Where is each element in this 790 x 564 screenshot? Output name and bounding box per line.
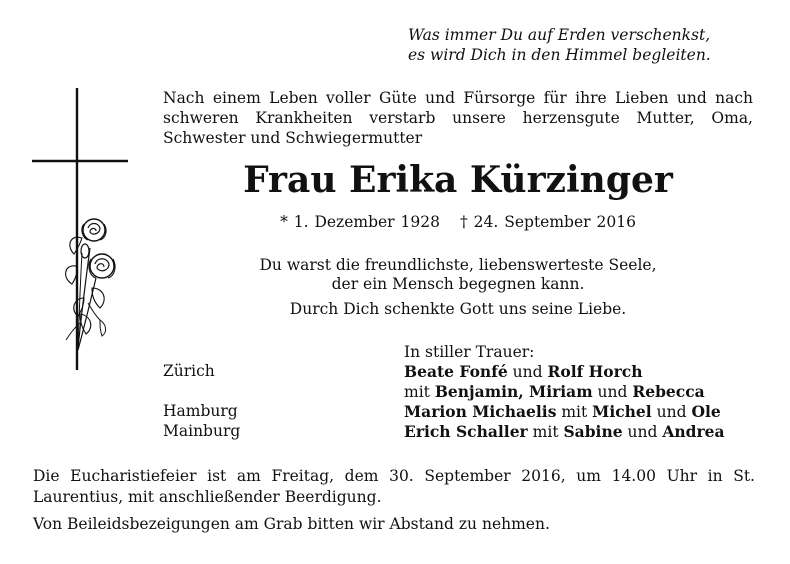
mourner-name: Marion Michaelis [404, 402, 557, 421]
footer-notice [33, 466, 755, 535]
mourner-place: Hamburg [163, 402, 238, 420]
birth-date: * 1. Dezember 1928 [280, 213, 440, 231]
mourner-connector: mit [556, 403, 593, 421]
verse-line-2: der ein Mensch begegnen kann. [331, 275, 585, 293]
mourner-name: Benjamin, Miriam [434, 382, 593, 401]
mourner-names [404, 382, 763, 402]
verse-line-3: Durch Dich schenkte Gott uns seine Liebe. [289, 300, 627, 318]
mourner-name: Rebecca [632, 382, 705, 401]
mourner-name: Erich Schaller [404, 422, 528, 441]
mourner-place [163, 382, 404, 402]
epigraph-line-2: es wird Dich in den Himmel begleiten. [408, 46, 711, 64]
condolence-request: Von Beileidsbezeigungen am Grab bitten wir Abstand zu nehmen. [33, 515, 550, 533]
intro-text: Nach einem Leben voller Güte und Fürsorge für ihre Lieben und nach schweren Krankheiten verstarb unsere herzensgute Mutter, Oma, Schwester und Schwiegermutter [163, 89, 753, 147]
mourner-name: Ole [691, 402, 721, 421]
deceased-name: Frau Erika Kürzinger [243, 159, 673, 201]
epigraph-line-1: Was immer Du auf Erden verschenkst, [408, 26, 711, 44]
mourning-heading: In stiller Trauer: [404, 343, 535, 361]
mourner-connector: und [592, 383, 633, 401]
death-date: † 24. September 2016 [459, 213, 636, 231]
mourner-connector: und [651, 403, 692, 421]
mourner-name: Sabine [563, 422, 623, 441]
mourner-row [163, 402, 763, 422]
mourner-name: Andrea [662, 422, 725, 441]
mourner-place: Mainburg [163, 422, 241, 440]
mourner-connector: und [622, 423, 663, 441]
mourner-row [163, 382, 763, 402]
life-dates [163, 212, 753, 232]
mourner-place: Zürich [163, 362, 215, 380]
mourner-name: Beate Fonfé [404, 362, 508, 381]
mourner-names [404, 422, 763, 442]
verse-line-1: Du warst die freundlichste, liebenswerteste Seele, [259, 256, 657, 274]
mourner-connector: und [507, 363, 548, 381]
cross-with-roses-icon [30, 88, 130, 370]
mourner-row [163, 422, 763, 442]
memorial-verse [163, 256, 753, 319]
mourners-list [163, 362, 763, 442]
mourner-names [404, 362, 763, 382]
epigraph-quote [408, 25, 753, 65]
mourner-row [163, 362, 763, 382]
mourner-connector: mit [404, 383, 435, 401]
mourner-name: Rolf Horch [547, 362, 643, 381]
mourner-names [404, 402, 763, 422]
mourner-connector: mit [527, 423, 564, 441]
mourner-name: Michel [592, 402, 652, 421]
service-info: Die Eucharistiefeier ist am Freitag, dem 30. September 2016, um 14.00 Uhr in St. Laurentius, mit anschließender Beerdigung. [33, 467, 755, 506]
